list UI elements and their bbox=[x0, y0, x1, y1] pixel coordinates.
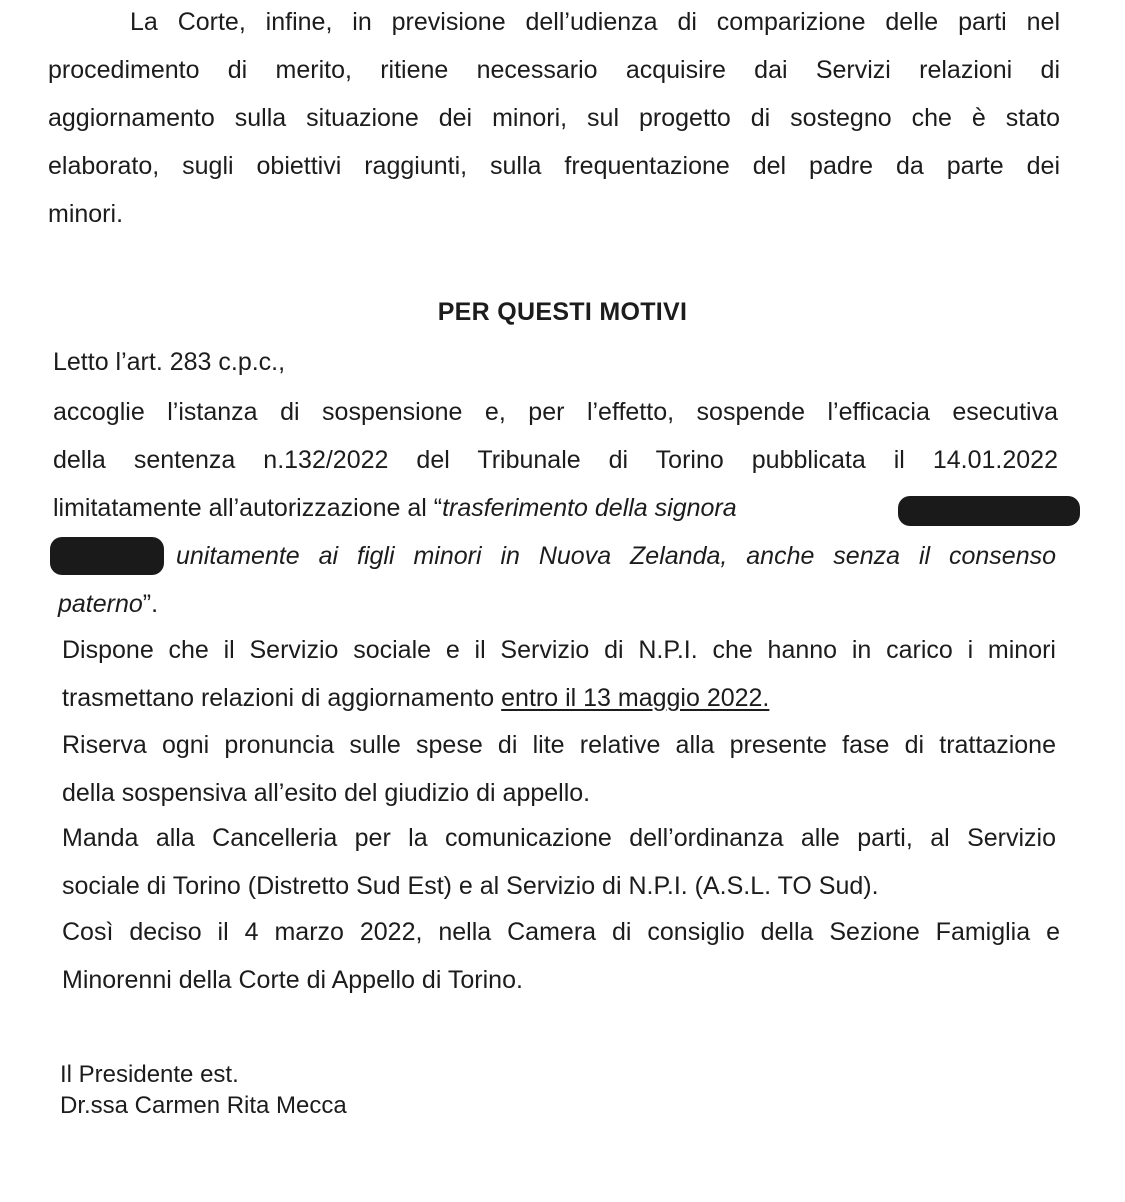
letto-line: Letto l’art. 283 c.p.c., bbox=[53, 348, 286, 376]
paragraph-1-line-5: minori. bbox=[48, 200, 124, 228]
paterno-text: paterno bbox=[58, 590, 143, 618]
deadline-underlined: entro il 13 maggio 2022. bbox=[501, 684, 770, 712]
dispone-line-1: Dispone che il Servizio sociale e il Servizio di N.P.I. che hanno in carico i minori bbox=[62, 636, 1056, 664]
unitamente-text: unitamente ai figli minori in Nuova Zelanda, anche senza il consenso bbox=[176, 542, 1056, 570]
signature-name: Dr.ssa Carmen Rita Mecca bbox=[60, 1092, 347, 1119]
riserva-line-2: della sospensiva all’esito del giudizio di appello. bbox=[62, 779, 591, 807]
paragraph-1-line-1: La Corte, infine, in previsione dell’udienza di comparizione delle parti nel bbox=[130, 8, 1060, 36]
dispone-line-2 bbox=[62, 683, 769, 713]
paterno-line bbox=[58, 589, 158, 619]
paragraph-1-line-3: aggiornamento sulla situazione dei minori, sul progetto di sostegno che è stato bbox=[48, 104, 1060, 132]
signature-role: Il Presidente est. bbox=[60, 1061, 239, 1088]
cosi-line-1: Così deciso il 4 marzo 2022, nella Camera di consiglio della Sezione Famiglia e bbox=[62, 918, 1060, 946]
dispone-text: trasmettano relazioni di aggiornamento bbox=[62, 684, 502, 712]
paragraph-1-line-2: procedimento di merito, ritiene necessario acquisire dai Servizi relazioni di bbox=[48, 56, 1060, 84]
accoglie-line-2: della sentenza n.132/2022 del Tribunale di Torino pubblicata il 14.01.2022 bbox=[53, 446, 1058, 474]
manda-line-1: Manda alla Cancelleria per la comunicazione dell’ordinanza alle parti, al Servizio bbox=[62, 824, 1056, 852]
section-heading: PER QUESTI MOTIVI bbox=[437, 298, 688, 326]
cosi-line-2: Minorenni della Corte di Appello di Torino. bbox=[62, 966, 523, 994]
limitatamente-text: limitatamente all’autorizzazione al “ bbox=[53, 494, 443, 522]
redacted-name-1 bbox=[898, 496, 1080, 526]
riserva-line-1: Riserva ogni pronuncia sulle spese di lite relative alla presente fase di trattazione bbox=[62, 731, 1056, 759]
unitamente-line bbox=[176, 541, 1056, 571]
manda-line-2: sociale di Torino (Distretto Sud Est) e al Servizio di N.P.I. (A.S.L. TO Sud). bbox=[62, 872, 879, 900]
accoglie-line-1: accoglie l’istanza di sospensione e, per l’effetto, sospende l’efficacia esecutiva bbox=[53, 398, 1058, 426]
redacted-name-2 bbox=[50, 537, 164, 575]
trasferimento-text: trasferimento della signora bbox=[442, 494, 737, 522]
paragraph-1-line-4: elaborato, sugli obiettivi raggiunti, sulla frequentazione del padre da parte dei bbox=[48, 152, 1060, 180]
paterno-close-quote: ”. bbox=[142, 590, 159, 618]
